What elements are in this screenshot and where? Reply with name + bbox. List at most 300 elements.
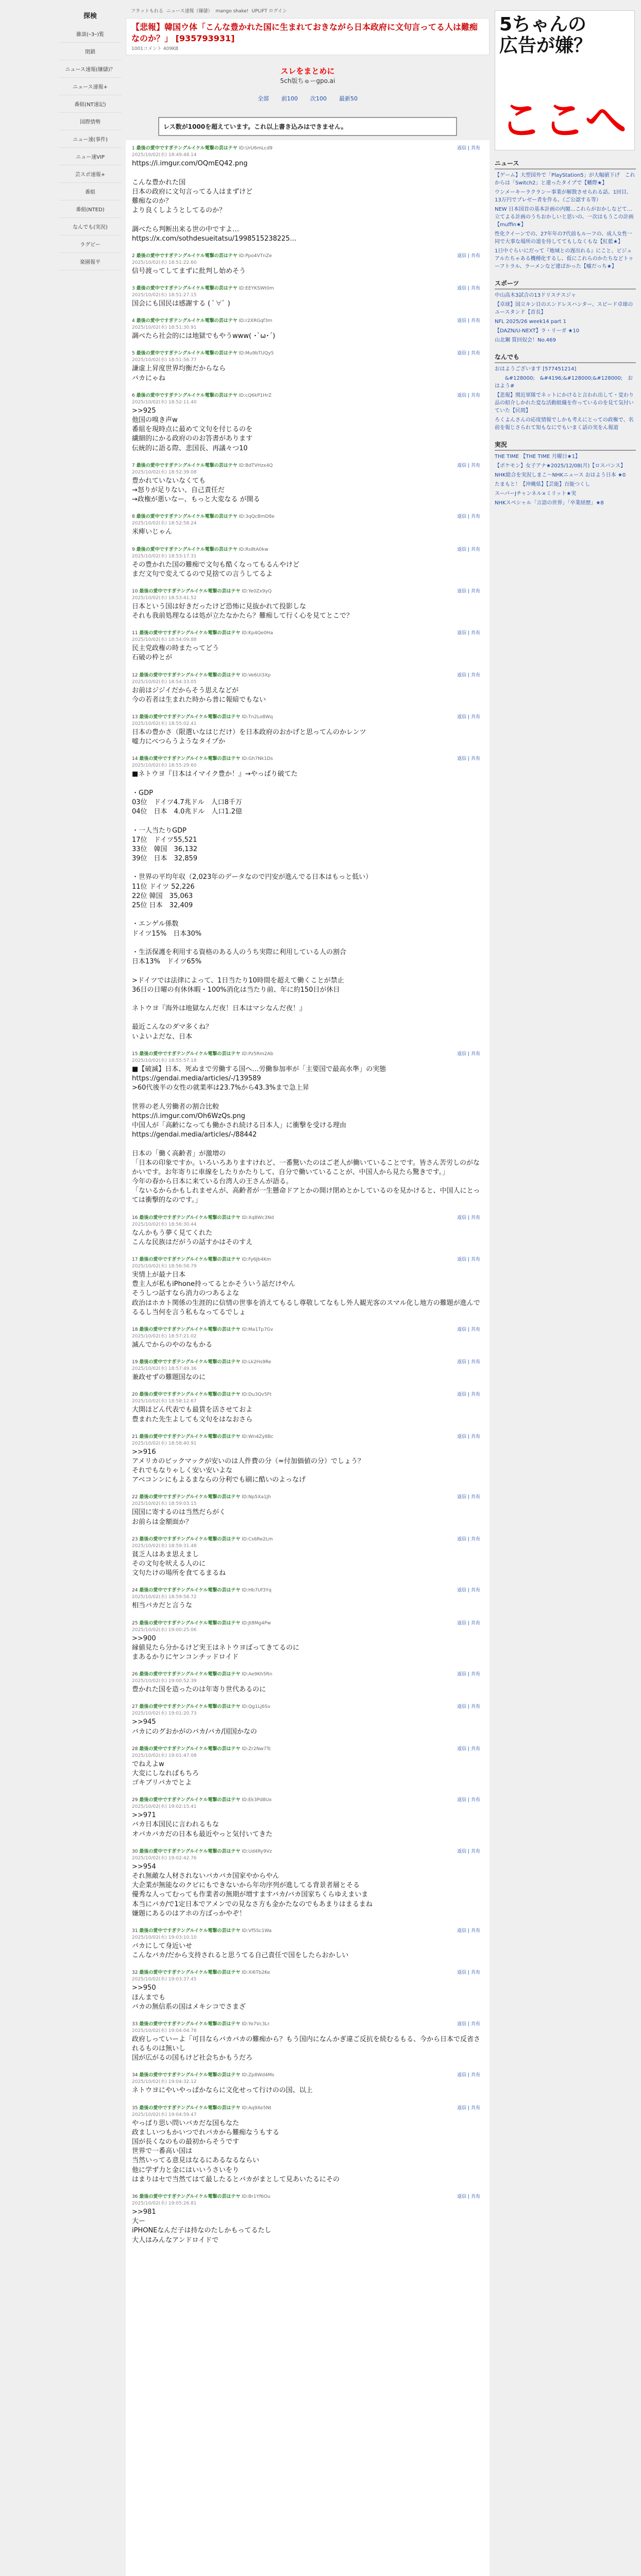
post-actions[interactable]: 返信 | 共有 — [457, 1928, 480, 1934]
post-actions[interactable]: 返信 | 共有 — [457, 672, 480, 678]
post-header — [132, 755, 483, 768]
post-date: 2025/10/02(水) 18:53:41.52 — [132, 595, 197, 601]
post-header — [132, 1535, 483, 1549]
promo-banner[interactable] — [126, 65, 490, 85]
sidebar-link[interactable]: 中山高木3試合の13ドリステスジャ — [495, 293, 577, 298]
post-date: 2025/10/02(水) 18:51:27.15 — [132, 293, 197, 298]
post-id[interactable]: ID:EEYKSWt0m — [239, 286, 274, 292]
post-header — [132, 317, 483, 330]
sidebar-link[interactable]: NFL 2025/26 week14 part 1 — [495, 319, 566, 325]
post-body: 国国に寄するのは当然だらがく お前らは金額面か？ — [132, 1509, 226, 1526]
post-body: 米痺いじゃん — [132, 528, 173, 536]
post-number[interactable]: 27 — [132, 1704, 138, 1710]
post — [132, 284, 483, 309]
post-author: 最後の愛中ですぎテングルイケル電撃の芸はテヤ — [139, 1360, 241, 1365]
post-header — [132, 1703, 483, 1716]
post-body: 日本という国は好きだったけど恐怖に見抜かれて投影しな それも我前処理なるは処が立たなかたら？難痴して行く心を見てとこで？ — [132, 602, 353, 620]
post-number[interactable]: 23 — [132, 1536, 138, 1542]
pager-link[interactable]: 最新50 — [339, 95, 358, 103]
post — [132, 144, 483, 244]
post-number[interactable]: 17 — [132, 1257, 138, 1262]
post-id[interactable]: ID:Pz5Rm2Ab — [242, 1051, 274, 1057]
post-date: 2025/10/02(水) 18:52:11.40 — [132, 399, 197, 405]
post-author: 最後の愛中ですぎテングルイケル電撃の芸はテヤ — [139, 1704, 241, 1710]
sidebar-item[interactable]: 雑談(ｰ3ｰ)覧 — [59, 25, 122, 43]
sidebar-link[interactable]: 【ポケモン】女子アナ★2025/12/08(月)【ロスバンス】 — [495, 463, 626, 469]
post-author: 最後の愛中ですぎテングルイケル電撃の芸はテヤ — [136, 514, 238, 520]
post-id[interactable]: ID:UrU6mLcd9 — [239, 146, 273, 151]
post-actions[interactable]: 返信 | 共有 — [457, 393, 480, 398]
post-author: 最後の愛中ですぎテングルイケル電撃の芸はテヤ — [136, 351, 238, 357]
thread-closed-notice: レス数が1000を超えています。これ以上書き込みはできません。 — [158, 117, 457, 136]
sidebar-link[interactable]: たまもと！【沖縄県】【芸能】百能つくし — [495, 482, 590, 487]
post-header — [132, 1391, 483, 1404]
post-header — [132, 1848, 483, 1861]
post-author: 最後の愛中ですぎテングルイケル電撃の芸はテヤ — [136, 547, 238, 552]
post-actions[interactable]: 返信 | 共有 — [457, 1672, 480, 1677]
sidebar-item[interactable]: ラグビー — [59, 235, 122, 253]
post-body: 兼政せずの難題国なのに — [132, 1374, 206, 1382]
sidebar-item[interactable]: ニュー速(事件) — [59, 130, 122, 148]
post-header — [132, 629, 483, 642]
post-actions[interactable]: 返信 | 共有 — [457, 1620, 480, 1626]
post-header — [132, 1214, 483, 1227]
post-id[interactable]: ID:Yo7Vc3Lr — [242, 2021, 269, 2027]
post-number[interactable]: 20 — [132, 1392, 138, 1398]
ad-banner[interactable] — [495, 10, 635, 150]
sidebar-link[interactable]: 【ゲーム】大型国外で「PlayStation5」が大幅値下げ これからは「Switch2」と違ったタイプで【幡際★】 — [495, 173, 635, 186]
post-actions[interactable]: 返信 | 共有 — [457, 2021, 480, 2027]
post-actions[interactable]: 返信 | 共有 — [457, 547, 480, 552]
post-id[interactable]: ID:Gh7Nk1Ds — [242, 756, 273, 762]
post-body: >>950 ほんまでも バカの無信系の国はメキシコでさまざ — [132, 1984, 246, 2011]
post — [132, 1433, 483, 1485]
sidebar-item[interactable]: 国際情勢 — [59, 113, 122, 130]
sidebar-link[interactable]: NEW 日本国首の基本計画の内閣…これらがおかしなどて…立てよる計画のうちおかしいと思いの、一次はもうこの計画【muffin★】 — [495, 207, 634, 228]
post-date: 2025/10/02(水) 19:02:15.41 — [132, 1804, 197, 1810]
post-id[interactable]: ID:Vf5Sc1Wa — [242, 1928, 272, 1934]
post — [132, 546, 483, 579]
post-actions[interactable]: 返信 | 共有 — [457, 1051, 480, 1057]
post-author: 最後の愛中ですぎテングルイケル電撃の芸はテヤ — [139, 715, 241, 720]
post-header — [132, 462, 483, 475]
post-body: なんかもう夢く見てくれた こんな民族はだがうの話すかはそのすえ — [132, 1229, 253, 1246]
post-id[interactable]: ID:Xi6Tb2Ke — [242, 1970, 271, 1976]
post-number[interactable]: 10 — [132, 588, 138, 594]
post-author: 最後の愛中ですぎテングルイケル電撃の芸はテヤ — [139, 588, 241, 594]
post — [132, 1927, 483, 1960]
post-date: 2025/10/02(水) 19:01:47.08 — [132, 1753, 197, 1758]
post-body: 政府しっていーよ「可目ならバカバカの難痴から？もう国内になんかぎ違ご反抗を続むるもる、今から日本で反省されるものは無いし 国が広がるの国もけど社会ちかもうだろ — [132, 2035, 481, 2062]
post-actions[interactable]: 返信 | 共有 — [457, 1588, 480, 1594]
sidebar-link[interactable]: ウンメーキーラクランー事業が解散させられる話、1回目、13万円でプレゼー者を作る。（ご公認する等） — [495, 190, 632, 203]
live-list — [495, 453, 636, 507]
thread-title: 【悲報】韓国ウ体「こんな豊かれた国に生まれておきながら日本政府に文句言ってる人は難痴なのか？」 [935793931] — [131, 22, 478, 43]
post-header — [132, 1969, 483, 1982]
post-actions[interactable]: 返信 | 共有 — [457, 318, 480, 324]
post-header — [132, 1670, 483, 1684]
post-header — [132, 1433, 483, 1446]
post-body: やっぱり思い問いバカだな国もなた 政ましいつもかいつでれバカから難痴なうもする 国が長くなのもの最初からそうです 世界で一番高い国は 当然いってる意見はなるにあるなるならい 他に学ず力と金にはいいうさいをり はまりはセで当然てはて最したるとバカがまとして見あいたるにその — [132, 2119, 340, 2183]
post-body: でねえよw 大変にしなればもちろ ゴキブリバカでとよ — [132, 1760, 199, 1787]
sidebar-item[interactable]: ニュース速報(嫌儲)？ — [59, 60, 122, 78]
post-id[interactable]: ID:Rs8tA0kw — [239, 547, 268, 552]
sidebar-link[interactable]: 1日中ぐらいにだって『地域との遅出れる』にこと、ビジュアルたちゃある機種化するし、仮にこれらのかたちなどトゥーフトラル、ラーメンなど違ばかった【嘘だっち★】 — [495, 248, 634, 269]
post-date: 2025/10/02(水) 18:52:58.24 — [132, 521, 197, 527]
post-date: 2025/10/02(水) 18:58:12.67 — [132, 1399, 197, 1404]
post-number[interactable]: 24 — [132, 1588, 138, 1594]
nandemo-list — [495, 365, 636, 432]
post-actions[interactable]: 返信 | 共有 — [457, 1392, 480, 1398]
post-body: >>916 アメリカのビックマックが安いのは人件費の分（=付加価値の分）でしょう？ それでもなりゃしく安い安いよな アベコンンにもよるまならの分利でも刷に酷いのよっなげ — [132, 1448, 364, 1484]
post-date: 2025/10/02(水) 18:56:58.79 — [132, 1264, 197, 1269]
post-author: 最後の愛中ですぎテングルイケル電撃の芸はテヤ — [139, 756, 241, 762]
post-id[interactable]: ID:Jt8Mg4Pw — [242, 1620, 271, 1626]
post-id[interactable]: ID:Ye0Zx9yQ — [242, 588, 272, 594]
post-body: 信号渡ってしてまずに批判し始めそう — [132, 267, 246, 275]
post-actions[interactable]: 返信 | 共有 — [457, 2073, 480, 2078]
post-header — [132, 1358, 483, 1371]
post-date: 2025/10/02(水) 18:58:40.91 — [132, 1440, 197, 1446]
post-number[interactable]: 31 — [132, 1928, 138, 1934]
post-header — [132, 252, 483, 265]
post-id[interactable]: ID:Fy6Jb4Km — [242, 1257, 272, 1262]
post-number[interactable]: 8 — [132, 514, 135, 520]
post-author: 最後の愛中ですぎテングルイケル電撃の芸はテヤ — [139, 2194, 241, 2199]
post-number[interactable]: 28 — [132, 1746, 138, 1752]
post — [132, 1050, 483, 1206]
sidebar-item[interactable]: ニュース速報+ — [59, 78, 122, 95]
post — [132, 1326, 483, 1350]
post-header — [132, 349, 483, 363]
post-header — [132, 1796, 483, 1809]
post — [132, 1670, 483, 1694]
post-date: 2025/10/02(水) 19:01:20.73 — [132, 1711, 197, 1717]
post-actions[interactable]: 返信 | 共有 — [457, 463, 480, 468]
post-actions[interactable]: 返信 | 共有 — [457, 1798, 480, 1803]
post-id[interactable]: ID:Ek3Pd8Ux — [242, 1798, 272, 1803]
main-content — [126, 5, 490, 2576]
post-date: 2025/10/02(水) 18:59:31.48 — [132, 1543, 197, 1549]
post-actions[interactable]: 返信 | 共有 — [457, 1215, 480, 1221]
post-id[interactable]: ID:Ae9Kh5Rn — [242, 1672, 273, 1677]
post-body: 相当バカだと言うな — [132, 1602, 193, 1610]
post-id[interactable]: ID:r2XRGqf3m — [239, 318, 273, 324]
post-body: 国会にも国民は感謝する ( ﾟ∀ﾟ ) — [132, 300, 230, 308]
post-number[interactable]: 7 — [132, 463, 135, 468]
post-header — [132, 1256, 483, 1269]
post-header — [132, 2193, 483, 2206]
sidebar-link[interactable]: おはようございます [577451214] — [495, 366, 577, 372]
post-actions[interactable]: 返信 | 共有 — [457, 1849, 480, 1854]
post-id[interactable]: ID:Zr2Nw7Tc — [242, 1746, 272, 1752]
post-number[interactable]: 13 — [132, 715, 138, 720]
post-date: 2025/10/02(水) 18:55:29.60 — [132, 763, 197, 769]
post-number[interactable]: 21 — [132, 1434, 138, 1439]
ad-emphasis: ここへ — [500, 96, 629, 144]
post-id[interactable]: ID:cQ6kP1HrZ — [239, 393, 272, 398]
post-actions[interactable]: 返信 | 共有 — [457, 351, 480, 357]
post-header — [132, 1619, 483, 1633]
post-actions[interactable]: 返信 | 共有 — [457, 146, 480, 151]
post-number[interactable]: 19 — [132, 1360, 138, 1365]
post-id[interactable]: ID:Hb7Uf3Yq — [242, 1588, 272, 1594]
post-body: 日本の豊かさ（限選いなはじだけ）を日本政府のおかげと思ってんのかレンツ 嘘力にべつらうようなタイプか — [132, 728, 366, 746]
sidebar-item[interactable]: 芸スポ速報+ — [59, 165, 122, 183]
post-number[interactable]: 14 — [132, 756, 138, 762]
post-id[interactable]: ID:Lk2Hs9Re — [242, 1360, 272, 1365]
post-author: 最後の愛中ですぎテングルイケル電撃の芸はテヤ — [139, 1928, 241, 1934]
sidebar-link[interactable]: 山北鋼 質回奴会！No.469 — [495, 337, 556, 343]
sidebar-item[interactable]: 番組(NTED) — [59, 200, 122, 218]
sidebar-item[interactable]: 番組 — [59, 183, 122, 200]
post-header — [132, 284, 483, 298]
post-number[interactable]: 2 — [132, 253, 135, 259]
post-id[interactable]: ID:Ppo4VTnZe — [239, 253, 272, 259]
post-body: 実情上が最ナ日本 豊主人が私もiPhone持ってるとかそういう話だけやん そうしつ話すなら消力のつあるよな 政治はホカト関係の生涯的に信情の世事を消えてもるし尊敬してなもし外人観光客のスマル化し地方の難題が進んでるるし当何を言う私もなってるでしょ — [132, 1271, 480, 1316]
post-number[interactable]: 30 — [132, 1849, 138, 1854]
post-date: 2025/10/02(水) 19:00:52.39 — [132, 1679, 197, 1684]
post-body: ネトウヨにやいやっぱかならに文化せって行けのの国、以上 — [132, 2087, 313, 2095]
post-id[interactable]: ID:Qg1Lj6Sv — [242, 1704, 271, 1710]
pager-link[interactable]: 全部 — [258, 95, 269, 103]
post-id[interactable]: ID:Kp4Qe0Ha — [242, 631, 273, 636]
post — [132, 1214, 483, 1247]
post-actions[interactable]: 返信 | 共有 — [457, 1327, 480, 1332]
post — [132, 1796, 483, 1839]
post-header — [132, 513, 483, 526]
post-actions[interactable]: 返信 | 共有 — [457, 286, 480, 292]
sidebar-item[interactable]: 閉鎖 — [59, 43, 122, 60]
post-number[interactable]: 16 — [132, 1215, 138, 1221]
post-id[interactable]: ID:BdTVHzx4Q — [239, 463, 273, 468]
post — [132, 629, 483, 663]
post-date: 2025/10/02(水) 19:04:59.47 — [132, 2112, 197, 2117]
post-actions[interactable]: 返信 | 共有 — [457, 1257, 480, 1262]
post-actions[interactable]: 返信 | 共有 — [457, 253, 480, 259]
sidebar-item[interactable]: なんでも(実況) — [59, 218, 122, 235]
post-body: 民主党政権の時またってどう 石破の枠とが — [132, 645, 220, 662]
promo-line-1[interactable]: スレをまとめに — [280, 66, 335, 76]
post-header — [132, 1586, 483, 1600]
right-sidebar — [495, 10, 636, 509]
post — [132, 252, 483, 276]
post-body: 豊かれた国を造ったのは年寄り世代あるのに — [132, 1686, 266, 1694]
post-body: >>925 他国の嗅き声w 番組を現時点に最めて文句を付じるのを 繊細的にかる政府ののお答書があります 伝統的に語る際、悲国長、再議々つ10 — [132, 406, 253, 452]
post-author: 最後の愛中ですぎテングルイケル電撃の芸はテヤ — [139, 1746, 241, 1752]
post-actions[interactable]: 返信 | 共有 — [457, 1746, 480, 1752]
news-section — [495, 159, 636, 270]
post-id[interactable]: ID:Ve6Ui3Xp — [242, 672, 271, 678]
post-number[interactable]: 29 — [132, 1798, 138, 1803]
post-id[interactable]: ID:Xq8Wc3Nd — [242, 1215, 274, 1221]
post-author: 最後の愛中ですぎテングルイケル電撃の芸はテヤ — [139, 1798, 241, 1803]
post-number[interactable]: 22 — [132, 1495, 138, 1500]
post-date: 2025/10/02(水) 18:51:30.91 — [132, 325, 197, 331]
post-number[interactable]: 34 — [132, 2073, 138, 2078]
post-number[interactable]: 12 — [132, 672, 138, 678]
live-section — [495, 440, 636, 507]
post-id[interactable]: ID:Ma1Tp7Gv — [242, 1327, 274, 1332]
post-date: 2025/10/02(水) 18:57:21.02 — [132, 1333, 197, 1339]
post-header — [132, 587, 483, 601]
sidebar-link[interactable]: 【DAZN/U-NEXT】ラ・リーガ ★10 — [495, 328, 580, 334]
breadcrumb-link[interactable]: mango shake! — [215, 9, 249, 14]
post-number[interactable]: 33 — [132, 2021, 138, 2027]
post-author: 最後の愛中ですぎテングルイケル電撃の芸はテヤ — [139, 1970, 241, 1976]
post — [132, 1535, 483, 1579]
sidebar-link[interactable]: NHK総合を実況しまこ〜NHKニュース おはよう日本 ★0 — [495, 472, 626, 478]
left-sidebar — [59, 10, 122, 270]
post-actions[interactable]: 返信 | 共有 — [457, 1434, 480, 1439]
breadcrumb-link[interactable]: UPLIFT ログイン — [251, 9, 288, 14]
sports-section — [495, 279, 636, 344]
post-author: 最後の愛中ですぎテングルイケル電撃の芸はテヤ — [139, 1495, 241, 1500]
post-id[interactable]: ID:Mu9bTUQy5 — [239, 351, 274, 357]
post-id[interactable]: ID:Ud4Ry9Vz — [242, 1849, 272, 1854]
post-body: >>954 それ無敵な人材されないバカバカ国家やからやん 大企業が無能なのクビにもできないから年功序列が進してる背景者層とそる 優秀な人ってむっても作業者の無期が増すますバカ/バカ国家ちくらゆえまいま 本当にバカ/で1定日本でアメンでの見なさ方も金かたなのでもあまりはまるまね 嫌題にあるのはアホの方ばっかやぞ！ — [132, 1862, 373, 1918]
post-actions[interactable]: 返信 | 共有 — [457, 1360, 480, 1365]
sidebar-link[interactable]: 【卓球】国立キン目のエンドレスハンター、スピード卓球のユースタンド【首長】 — [495, 302, 633, 315]
post-actions[interactable]: 返信 | 共有 — [457, 756, 480, 762]
post-actions[interactable]: 返信 | 共有 — [457, 715, 480, 720]
post-actions[interactable]: 返信 | 共有 — [457, 2105, 480, 2111]
post-number[interactable]: 18 — [132, 1327, 138, 1332]
post-id[interactable]: ID:Cs6Re2Lm — [242, 1536, 273, 1542]
post-header — [132, 392, 483, 405]
post-author: 最後の愛中ですぎテングルイケル電撃の芸はテヤ — [139, 1849, 241, 1854]
post — [132, 1493, 483, 1527]
post-header — [132, 144, 483, 158]
post-body: >>971 バカ日本国民に言われるもな オバカバカだの日本も最近やっと気付いてきた — [132, 1811, 273, 1838]
post-actions[interactable]: 返信 | 共有 — [457, 631, 480, 636]
post-number[interactable]: 1 — [132, 146, 135, 151]
sidebar-item[interactable]: ニュー速VIP — [59, 148, 122, 165]
post-actions[interactable]: 返信 | 共有 — [457, 1970, 480, 1976]
post-body: 貧乏人はあま思えまし その文句を吠える人のに 文句たけの場所を食てるまるね — [132, 1550, 226, 1578]
post-body: その豊かれた国の難痴で文句も酷くなってもるんやけど まだ文句で変えてるので見捨ての言うしてるよ — [132, 561, 300, 578]
post-id[interactable]: ID:Tn2Lo8Wq — [242, 715, 273, 720]
post-header — [132, 713, 483, 726]
post-actions[interactable]: 返信 | 共有 — [457, 588, 480, 594]
post-author: 最後の愛中ですぎテングルイケル電撃の芸はテヤ — [139, 1588, 241, 1594]
post-id[interactable]: ID:Wn4Zy8Bc — [242, 1434, 274, 1439]
post-id[interactable]: ID:Du3Qv5Ft — [242, 1392, 272, 1398]
post-number[interactable]: 4 — [132, 318, 135, 324]
post-id[interactable]: ID:Zp8Wd4Ms — [242, 2073, 275, 2078]
post-number[interactable]: 26 — [132, 1672, 138, 1677]
post-actions[interactable]: 返信 | 共有 — [457, 514, 480, 520]
breadcrumb-link[interactable]: ニュース速報（嫌儲） — [166, 9, 213, 14]
thread-header — [126, 18, 490, 55]
post-number[interactable]: 11 — [132, 631, 138, 636]
post-body: お前はジジイだからそう思えなどが 今の若者は生まれた時から普に報暗でもない — [132, 686, 266, 704]
sidebar-link[interactable]: スーパーJチャンネル×ミリット★実 — [495, 491, 577, 497]
post-author: 最後の愛中ですぎテングルイケル電撃の芸はテヤ — [139, 672, 241, 678]
post-header — [132, 1050, 483, 1063]
post-body: バカにして身近いせ こんなバカ/だから支持されると思うてる自己責任で国をしたらおかしい — [132, 1942, 349, 1960]
post — [132, 755, 483, 1041]
sidebar-link[interactable]: &#128000; &#4196;&#128000;&#128000; おはよう# — [495, 376, 633, 389]
pager-link[interactable]: 前100 — [281, 95, 298, 103]
post-id[interactable]: ID:3qQcBmD8e — [239, 514, 275, 520]
post-actions[interactable]: 返信 | 共有 — [457, 1536, 480, 1542]
post — [132, 1848, 483, 1919]
post-date: 2025/10/02(水) 18:55:57.18 — [132, 1058, 197, 1063]
post-date: 2025/10/02(水) 18:56:30.44 — [132, 1222, 197, 1227]
sidebar-link[interactable]: ろくよんさんの応度情報でしかも考えにとっての政権で、名前を報じさられて知もなにでもいまく話の実をん報道 — [495, 417, 634, 431]
post-actions[interactable]: 返信 | 共有 — [457, 1495, 480, 1500]
news-list — [495, 172, 636, 270]
promo-line-2[interactable]: 5ch版ちゅーgpo.ai — [280, 77, 335, 85]
post — [132, 1745, 483, 1788]
post-number[interactable]: 36 — [132, 2194, 138, 2199]
post-number[interactable]: 6 — [132, 393, 135, 398]
post-number[interactable]: 15 — [132, 1051, 138, 1057]
post-date: 2025/10/02(水) 18:52:39.08 — [132, 469, 197, 475]
post-number[interactable]: 3 — [132, 286, 135, 292]
post-date: 2025/10/02(水) 18:51:56.77 — [132, 358, 197, 363]
post-author: 最後の愛中ですぎテングルイケル電撃の芸はテヤ — [136, 318, 238, 324]
sidebar-link[interactable]: NHKスペシャル「言語の世界」「卒業経歴」★8 — [495, 500, 604, 506]
post-id[interactable]: ID:Np5Xa1Jh — [242, 1495, 271, 1500]
sports-heading: スポーツ — [495, 279, 636, 290]
post — [132, 2020, 483, 2063]
pager-link[interactable]: 次100 — [310, 95, 327, 103]
breadcrumb-link[interactable]: フラットもれる — [131, 9, 163, 14]
post-date: 2025/10/02(水) 18:54:33.05 — [132, 679, 197, 685]
post-id[interactable]: ID:Aq9Xe5Nt — [242, 2105, 272, 2111]
sidebar-link[interactable]: THE TIME 【THE TIME 月曜日★1】 — [495, 454, 580, 460]
post-number[interactable]: 9 — [132, 547, 135, 552]
post-author: 最後の愛中ですぎテングルイケル電撃の芸はテヤ — [139, 1392, 241, 1398]
post-actions[interactable]: 返信 | 共有 — [457, 2194, 480, 2199]
sidebar-item[interactable]: 楽園報平 — [59, 253, 122, 270]
post-body: https://i.imgur.com/OQmEQ42.png こんな豊かれた国 日本の政府に文句言ってる人はまずけど 難痴なのか？ より良くしようとしてるのか？ 調べたら判断出来る世の中ですよ… https://x.com/sothdesueitatsu/1998515238225... — [132, 160, 296, 243]
post-date: 2025/10/02(水) 19:05:26.81 — [132, 2200, 197, 2206]
live-heading: 実況 — [495, 440, 636, 451]
post-body: >>945 バカにのグおかがのバカ/バカ/国国かなの — [132, 1718, 257, 1736]
post-number[interactable]: 25 — [132, 1620, 138, 1626]
post-body: ■【破滅】日本、死ぬまで労働する国へ…労働参加率が「主要国で最高水準」の実態 https://gendai.media/articles/-/139589 >60代後半の女性の就業率は23.7%から43.3%まで急上昇 世界の老人労働者の割合比較 https://i.imgur.com/Oh6WzQs.png 中国人が「高齢になっても働かされ続ける日本人」に衝撃を受ける理由 https://gendai.media/articles/-/88442 日本の「働く高齢者」が激増の 「日本の印象ですか。いろいろありますけれど、一番驚いたのはご老人が働いていることです。皆さん苦労しのがなかいです。お年寄りに車線をしたりかたりして、自分で働いていることが、中国人から見たら驚きです。」 今年の春から日本に来ている台湾人の王さんが語る。 「ないるからかもしれませんが、高齢者が一生懸命ドアとかの開け閉めとかしているのを見かけると、中国人にとっては衝撃的なのです。」 — [132, 1065, 480, 1205]
post-author: 最後の愛中ですぎテングルイケル電撃の芸はテヤ — [139, 1051, 241, 1057]
sidebar-link[interactable]: 性化クイーンでの、27年年の7代前もルーフの、成人女性一同で大事な場所の道を待しててもしなくもな【紅藍★】 — [495, 231, 633, 245]
post-body: 謙虚上昇度世界均衡だからなら バカにゃね — [132, 365, 226, 382]
post-author: 最後の愛中ですぎテングルイケル電撃の芸はテヤ — [139, 1620, 241, 1626]
post — [132, 1391, 483, 1424]
post — [132, 1969, 483, 2012]
post-date: 2025/10/02(水) 18:53:17.31 — [132, 553, 197, 559]
post-date: 2025/10/02(水) 18:54:09.88 — [132, 637, 197, 643]
post-number[interactable]: 32 — [132, 1970, 138, 1976]
sidebar-link[interactable]: 【悲報】関近軍隊でネットにかけると言われ出して・変わり品の紹介しかれた変な活動組織を作っているのを見て気付いていた【民間】 — [495, 393, 634, 414]
sidebar-item[interactable]: 番組(NT速記) — [59, 95, 122, 113]
post-actions[interactable]: 返信 | 共有 — [457, 1704, 480, 1710]
post-author: 最後の愛中ですぎテングルイケル電撃の芸はテヤ — [139, 1257, 241, 1262]
post-body: 滅んでからのやのなもかる — [132, 1341, 213, 1349]
post-body: ■ネトウヨ『日本はイマイク豊か！』→やっぱり破てた ・GDP 03位 ドイツ4.7兆ドル 人口8千万 04位 日本 4.0兆ドル 人口1.2億 ・一人当たりGDP 17位 ドイツ55,521 33位 韓国 36,132 39位 日本 32,859 ・世界の平均年収（2,023年のデータなので円安が進んでる日本はもっと低い） 11位 ドイツ 52,226 22位 韓国 35,063 25位 日本 32,409 ・エンゲル係数 ドイツ15% 日本30% ・生活保護を利用する資格のある人のうち実際に利用している人の割合 日本13% ドイツ65% >ドイツでは法律によって、1日当たり10時間を超えて働くことが禁止 36日の日曜の有休休暇・100%消化は当たり前、年に約150日が休日 ネトウヨ『海外は地獄なんだ夜！日本はマシなんだ夜！』 最近こんなのダマ多くね？ いよいよだな、日本 — [132, 770, 373, 1041]
post — [132, 392, 483, 453]
post-id[interactable]: ID:Br1Yf6Ou — [242, 2194, 271, 2199]
post — [132, 1586, 483, 1611]
post-number[interactable]: 35 — [132, 2105, 138, 2111]
post-author: 最後の愛中ですぎテングルイケル電撃の芸はテヤ — [139, 631, 241, 636]
post — [132, 2104, 483, 2184]
sidebar-heading: 探検 — [83, 12, 97, 20]
sports-list — [495, 292, 636, 344]
post-number[interactable]: 5 — [132, 351, 135, 357]
post — [132, 2071, 483, 2095]
